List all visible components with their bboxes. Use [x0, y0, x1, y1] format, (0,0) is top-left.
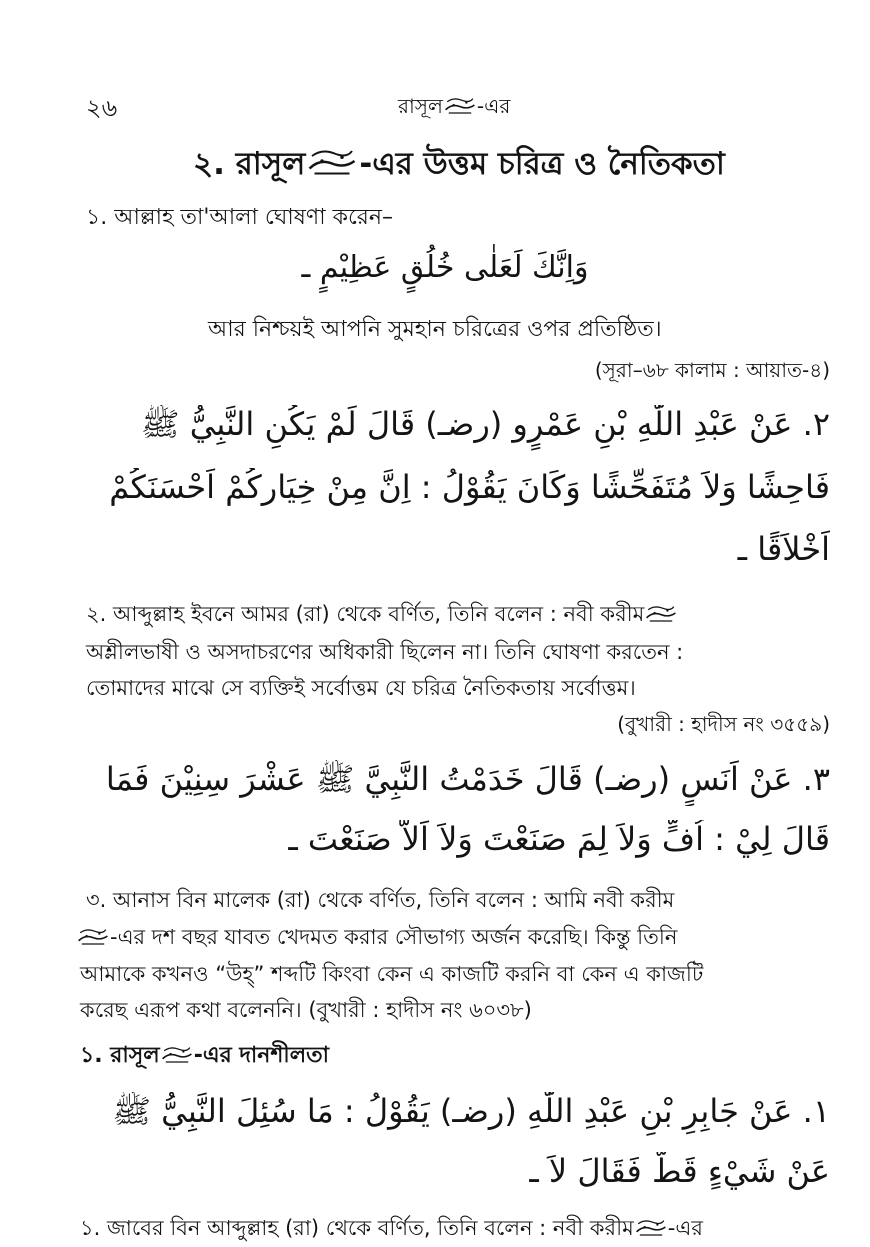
item2-bangla-line2: অশ্লীলভাষী ও অসদাচরণের অধিকারী ছিলেন না। তিনি ঘোষণা করতেন : [86, 640, 684, 664]
item4-bangla-line1-suffix: -এর [667, 1216, 703, 1240]
item3-bangla-line4: করেছ এরূপ কথা বলেননি। (বুখারী : হাদীস নং ৬০৩৮) [80, 998, 532, 1022]
item2-arabic-line2: فَاحِشًا وَلاَ مُتَفَحِّشًا وَكَانَ يَقُوْلُ : اِنَّ مِنْ خِيَارِكُمْ اَحْسَنَكُمْ [109, 468, 830, 506]
salawat-icon [645, 603, 677, 623]
salawat-icon [77, 926, 109, 946]
item2-arabic-line3: اَخْلاَقًا ـ [737, 530, 830, 568]
item3-bangla-line2 [76, 921, 677, 956]
section-heading-text: ১. রাসূল [80, 1043, 160, 1068]
item4-bangla-line1 [80, 1212, 703, 1247]
item3-arabic-line1: ٣. عَنْ اَنَسٍ (رضـ) قَالَ خَدَمْتُ النَّبِيَّ ﷺ عَشْرَ سِنِيْنَ فَمَا [105, 760, 830, 798]
item2-reference: (বুখারী : হাদীস নং ৩৫৫৯) [617, 712, 830, 736]
section-heading [80, 1038, 329, 1075]
running-title-text: রাসূল [398, 94, 443, 118]
item4-arabic-line2: عَنْ شَيْءٍ قَطُّ فَقَالَ لاَ ـ [529, 1152, 830, 1190]
page-number: ২৬ [86, 94, 118, 122]
item3-bangla-line2-text: -এর দশ বছর যাবত খেদমত করার সৌভাগ্য অর্জন করেছি। কিন্তু তিনি [110, 925, 678, 949]
item2-bangla-line3: তোমাদের মাঝে সে ব্যক্তিই সর্বোত্তম যে চরিত্র নৈতিকতায় সর্বোত্তম। [86, 676, 636, 700]
item2-bangla-line1-text: ২. আব্দুল্লাহ ইবনে আমর (রা) থেকে বর্ণিত, তিনি বলেন : নবী করীম [86, 602, 645, 626]
item2-arabic-line1: ٢. عَنْ عَبْدِ اللّٰهِ بْنِ عَمْرٍو (رضـ) قَالَ لَمْ يَكُنِ النَّبِيُّ ﷺ [140, 405, 830, 443]
section-heading-suffix: -এর দানশীলতা [193, 1043, 329, 1068]
item3-bangla-line1: ৩. আনাস বিন মালেক (রা) থেকে বর্ণিত, তিনি বলেন : আমি নবী করীম [86, 888, 675, 912]
item3-bangla-line3: আমাকে কখনও “উহ্” শব্দটি কিংবা কেন এ কাজটি করনি বা কেন এ কাজটি [80, 962, 704, 986]
salawat-icon [306, 146, 358, 176]
running-title-suffix: -এর [476, 94, 511, 118]
item1-intro: ১. আল্লাহ তা'আলা ঘোষণা করেন– [86, 205, 394, 230]
salawat-icon [444, 95, 476, 115]
item1-reference: (সূরা–৬৮ কালাম : আয়াত-৪) [594, 358, 830, 382]
item4-bangla-line1-text: ১. জাবের বিন আব্দুল্লাহ (রা) থেকে বর্ণিত, তিনি বলেন : নবী করীম [80, 1216, 634, 1240]
salawat-icon [635, 1217, 667, 1237]
item4-arabic-line1: ١. عَنْ جَابِرِ بْنِ عَبْدِ اللّٰهِ (رضـ) يَقُوْلُ : مَا سُئِلَ النَّبِيُّ ﷺ [112, 1092, 830, 1130]
item3-arabic-line2: قَالَ لِيْ : اُفٍّ وَلاَ لِمَ صَنَعْتَ وَلاَ اَلاَّ صَنَعْتَ ـ [288, 820, 830, 858]
item1-translation: আর নিশ্চয়ই আপনি সুমহান চরিত্রের ওপর প্রতিষ্ঠিত। [208, 317, 662, 342]
chapter-title [193, 140, 725, 192]
chapter-title-text: ২. রাসূল [193, 146, 306, 182]
item2-bangla-line1 [86, 598, 678, 633]
item1-arabic-verse: وَاِنَّكَ لَعَلٰى خُلُقٍ عَظِيْمٍ ـ [301, 250, 589, 285]
chapter-title-suffix: -এর উত্তম চরিত্র ও নৈতিকতা [359, 146, 725, 182]
salawat-icon [161, 1044, 193, 1064]
running-title [398, 92, 510, 125]
